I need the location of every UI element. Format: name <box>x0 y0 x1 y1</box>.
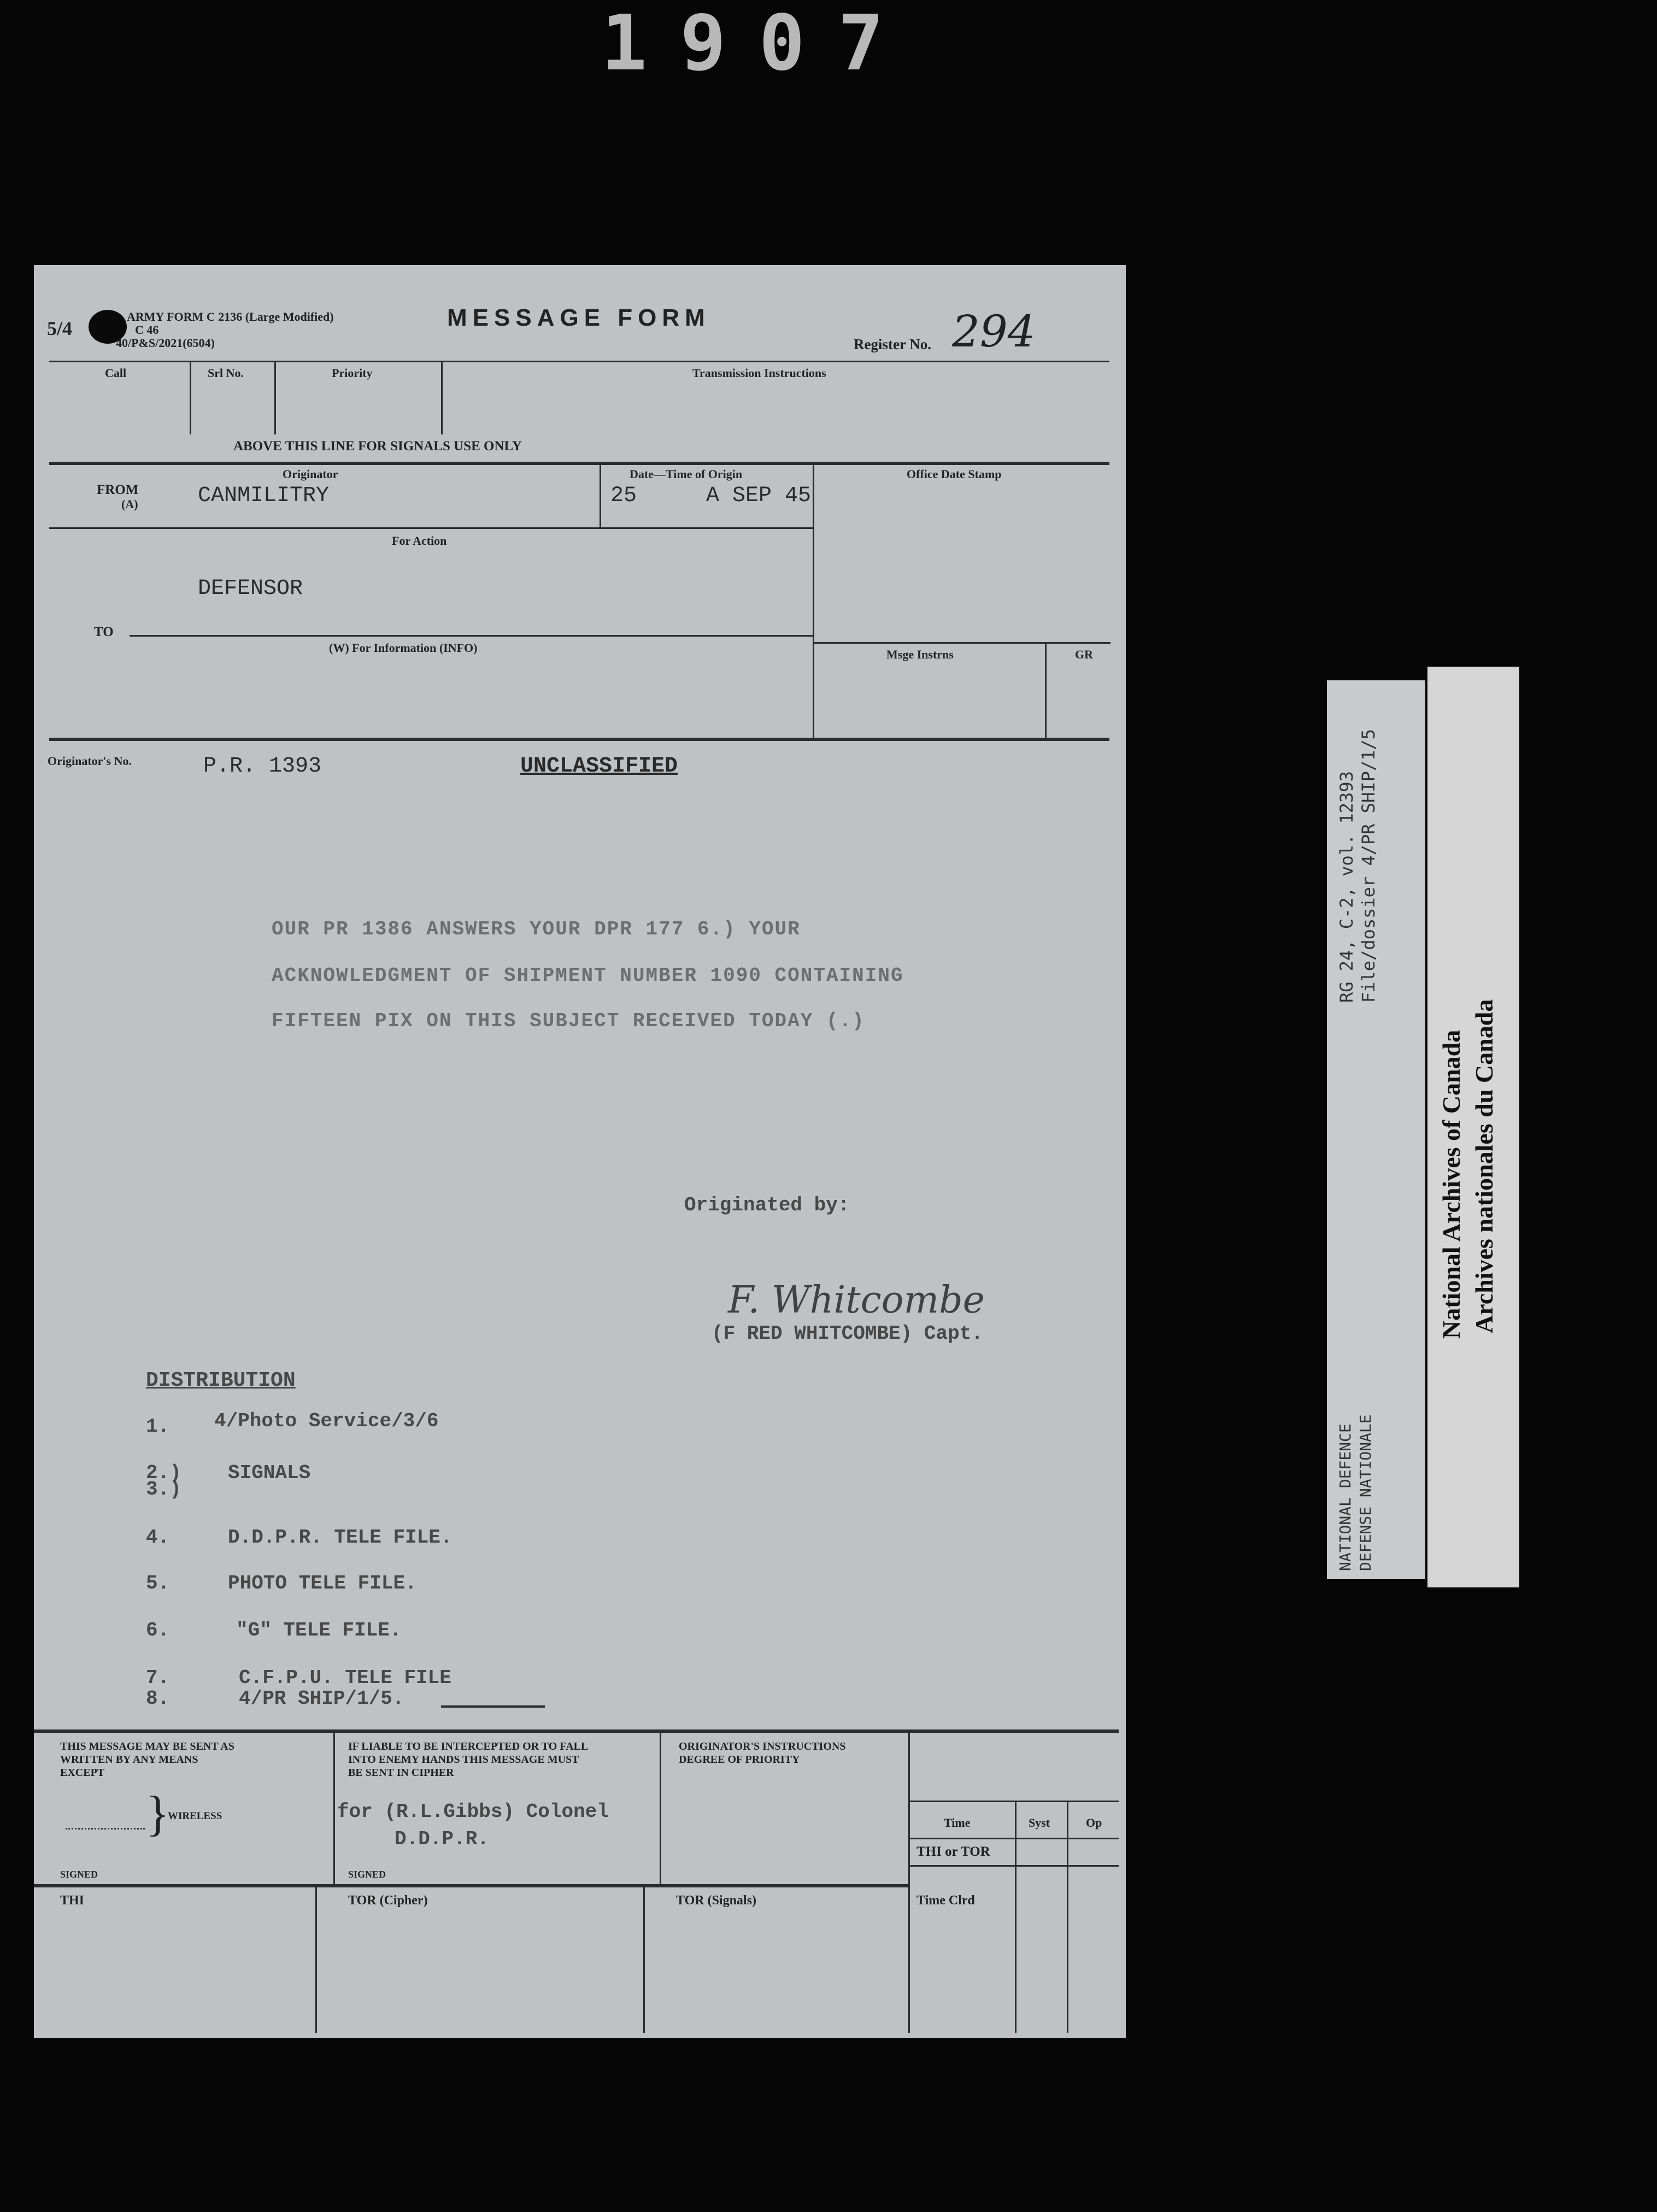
rule <box>908 1865 1119 1867</box>
may-be-sent-line-3: EXCEPT <box>60 1767 105 1779</box>
archives-canada-strip <box>1427 667 1519 1587</box>
date-rest: A SEP 45 <box>706 484 812 508</box>
syst-label: Syst <box>1029 1816 1050 1829</box>
date-time-label: Date—Time of Origin <box>630 467 743 481</box>
office-stamp-label: Office Date Stamp <box>907 467 1002 481</box>
op-label: Op <box>1086 1816 1102 1829</box>
distribution-item-6: "G" TELE FILE. <box>236 1619 402 1642</box>
signed-label-1: SIGNED <box>60 1869 98 1880</box>
body-line-3: FIFTEEN PIX ON THIS SUBJECT RECEIVED TODAY (.) <box>272 1010 865 1032</box>
rule <box>49 527 814 529</box>
action-value: DEFENSOR <box>198 576 303 601</box>
rule <box>813 462 814 740</box>
archive-reference-line-2: File/dossier 4/PR SHIP/1/5 <box>1358 729 1379 1003</box>
archive-reference-line-1: RG 24, C-2, vol. 12393 <box>1336 771 1357 1003</box>
from-label: FROM <box>97 483 139 497</box>
thi-label: THI <box>60 1893 85 1908</box>
national-defence-line-2: DEFENSE NATIONALE <box>1356 1414 1374 1571</box>
body-line-1: OUR PR 1386 ANSWERS YOUR DPR 177 6.) YOUR <box>272 918 801 940</box>
rule <box>34 1884 908 1887</box>
signals-only-note: ABOVE THIS LINE FOR SIGNALS USE ONLY <box>233 439 522 454</box>
pen-stroke <box>441 1705 545 1708</box>
time-label: Time <box>944 1816 971 1829</box>
srl-label: Srl No. <box>208 366 244 380</box>
tor-cipher-label: TOR (Cipher) <box>348 1893 428 1908</box>
distribution-num-6: 6. <box>146 1619 170 1642</box>
rule <box>49 738 1109 741</box>
thi-or-tor-label: THI or TOR <box>916 1844 990 1859</box>
message-form-sheet <box>34 265 1126 2038</box>
rule <box>130 635 813 637</box>
msge-instrns-label: Msge Instrns <box>886 648 954 661</box>
orig-instructions-line-1: ORIGINATOR'S INSTRUCTIONS <box>679 1740 846 1752</box>
form-title: MESSAGE FORM <box>447 304 710 331</box>
originators-no-label: Originator's No. <box>48 754 132 768</box>
distribution-item-2: SIGNALS <box>228 1462 311 1484</box>
originated-by-label: Originated by: <box>684 1194 850 1216</box>
rule <box>1067 1801 1068 2033</box>
distribution-num-5: 5. <box>146 1572 170 1595</box>
reel-number: 1907 <box>601 0 917 88</box>
call-label: Call <box>105 366 127 380</box>
wireless-label: WIRELESS <box>168 1810 222 1822</box>
priority-label: Priority <box>332 366 373 380</box>
distribution-item-1: 4/Photo Service/3/6 <box>214 1410 439 1432</box>
register-number: 294 <box>952 306 1036 357</box>
signed-label-2: SIGNED <box>348 1869 386 1880</box>
orig-instructions-line-2: DEGREE OF PRIORITY <box>679 1754 800 1766</box>
rule <box>315 1884 317 2033</box>
distribution-num-8: 8. <box>146 1687 170 1710</box>
time-clrd-label: Time Clrd <box>916 1893 975 1908</box>
cipher-line-3: BE SENT IN CIPHER <box>348 1767 454 1779</box>
rule <box>441 361 443 434</box>
gr-label: GR <box>1075 648 1093 661</box>
rule <box>49 361 1109 362</box>
signed-for-line: for (R.L.Gibbs) Colonel <box>337 1801 609 1823</box>
archives-canada-en: National Archives of Canada <box>1437 1029 1465 1339</box>
signer-name: (F RED WHITCOMBE) Capt. <box>712 1322 983 1345</box>
info-label: (W) For Information (INFO) <box>329 641 478 655</box>
national-defence-line-1: NATIONAL DEFENCE <box>1336 1423 1354 1571</box>
rule <box>813 642 1110 644</box>
body-line-2: ACKNOWLEDGMENT OF SHIPMENT NUMBER 1090 CONTAINING <box>272 964 904 987</box>
distribution-num-2: 2.) <box>146 1462 181 1484</box>
rule <box>643 1884 645 2033</box>
brace: } <box>146 1787 170 1841</box>
corner-mark: 5/4 <box>47 317 73 339</box>
may-be-sent-line-2: WRITTEN BY ANY MEANS <box>60 1754 198 1766</box>
rule <box>908 1838 1119 1839</box>
rule <box>660 1729 661 1884</box>
archive-reference-strip <box>1327 680 1425 1579</box>
rule <box>600 462 601 527</box>
tor-signals-label: TOR (Signals) <box>676 1893 756 1908</box>
register-label: Register No. <box>854 336 931 352</box>
rule <box>333 1729 335 1884</box>
distribution-num-4: 4. <box>146 1526 170 1549</box>
to-label: TO <box>94 625 114 639</box>
distribution-item-7: C.F.P.U. TELE FILE <box>239 1667 451 1689</box>
originator-label: Originator <box>283 467 338 481</box>
handwritten-signature: F. Whitcombe <box>728 1279 985 1322</box>
classification: UNCLASSIFIED <box>520 754 678 779</box>
rule <box>274 361 276 434</box>
rule <box>1045 642 1047 740</box>
from-sub-label: (A) <box>121 497 138 511</box>
distribution-num-1: 1. <box>146 1415 170 1438</box>
rule <box>190 361 191 434</box>
rule <box>908 1801 1119 1802</box>
distribution-item-8: 4/PR SHIP/1/5. <box>239 1687 404 1710</box>
distribution-item-4: D.D.P.R. TELE FILE. <box>228 1526 453 1549</box>
rule <box>908 1729 910 2033</box>
distribution-num-7: 7. <box>146 1667 170 1689</box>
distribution-item-5: PHOTO TELE FILE. <box>228 1572 417 1595</box>
originators-no-value: P.R. 1393 <box>203 754 322 779</box>
cipher-line-2: INTO ENEMY HANDS THIS MESSAGE MUST <box>348 1754 579 1766</box>
archives-canada-fr: Archives nationales du Canada <box>1470 999 1498 1333</box>
rule <box>1015 1801 1016 2033</box>
distribution-heading: DISTRIBUTION <box>146 1369 296 1392</box>
ddpr-line: D.D.P.R. <box>395 1828 489 1850</box>
may-be-sent-line-1: THIS MESSAGE MAY BE SENT AS <box>60 1740 234 1752</box>
rule <box>34 1729 1119 1733</box>
transmission-label: Transmission Instructions <box>692 366 826 380</box>
cipher-line-1: IF LIABLE TO BE INTERCEPTED OR TO FALL <box>348 1740 589 1752</box>
date-day: 25 <box>610 484 637 508</box>
distribution-num-3: 3.) <box>146 1478 181 1501</box>
form-ref-3: 40/P&S/2021(6504) <box>116 336 215 350</box>
form-ref-2: C 46 <box>135 323 159 337</box>
form-ref-1: ARMY FORM C 2136 (Large Modified) <box>127 310 334 323</box>
originator-value: CANMILITRY <box>198 484 330 508</box>
for-action-label: For Action <box>392 534 447 548</box>
rule <box>49 462 1109 465</box>
wireless-blank <box>66 1828 145 1829</box>
